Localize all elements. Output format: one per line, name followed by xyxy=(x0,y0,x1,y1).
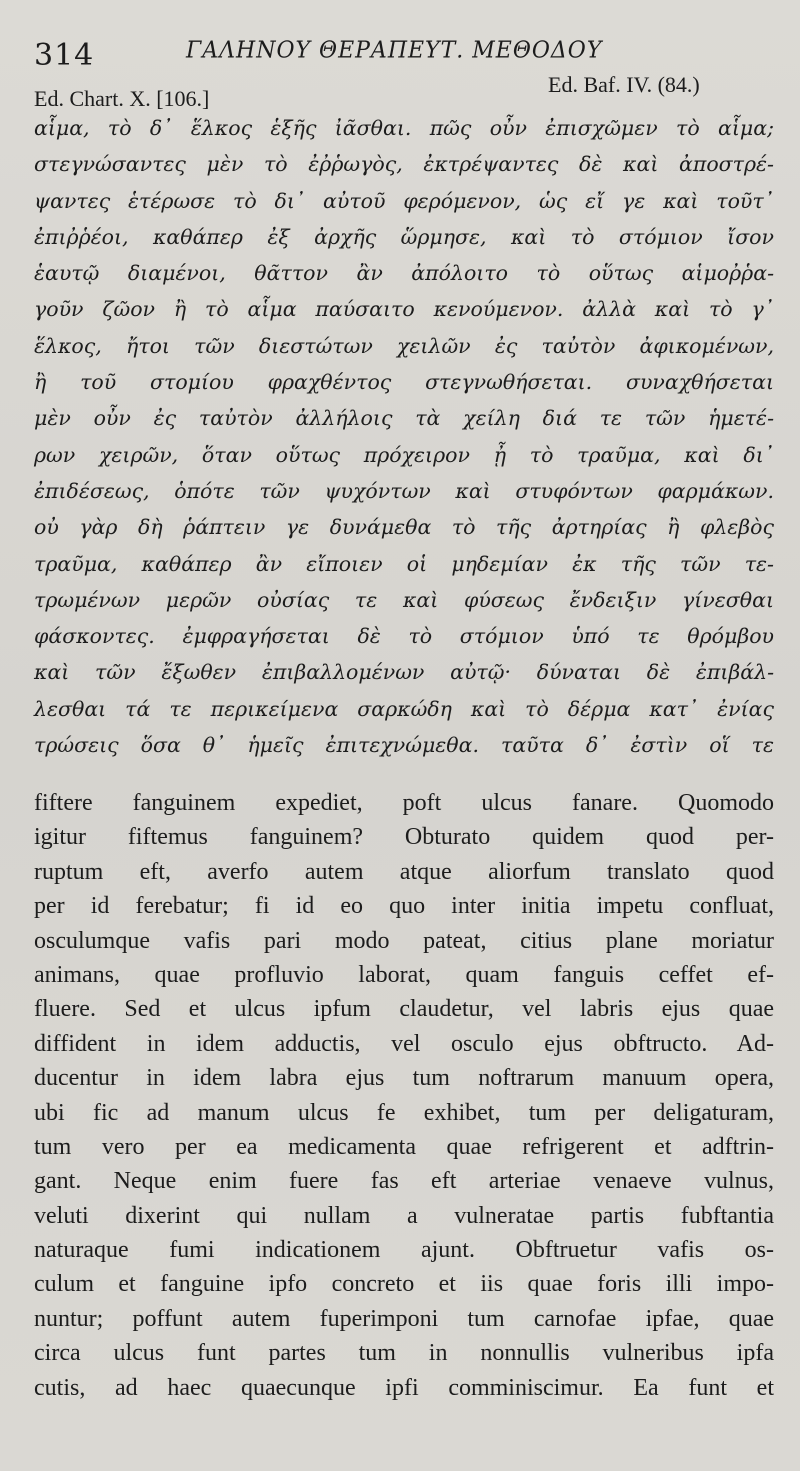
greek-text-line: ρων χειρῶν, ὅταν οὕτως πρόχειρον ᾖ τὸ τραῦμα, καὶ δι᾽ xyxy=(34,442,774,467)
latin-text-line: culum et fanguine ipfo concreto et iis quae foris illi impo- xyxy=(34,1271,774,1298)
latin-text-line: ubi fic ad manum ulcus fe exhibet, tum per deligaturam, xyxy=(34,1099,774,1126)
greek-text-line: στεγνώσαντες μὲν τὸ ἐῤῥωγὸς, ἐκτρέψαντες δὲ καὶ ἀποστρέ- xyxy=(34,152,774,177)
page-number: 314 xyxy=(34,38,95,73)
greek-text-line: τραῦμα, καθάπερ ἂν εἴποιεν οἱ μηδεμίαν ἐκ τῆς τῶν τε- xyxy=(34,551,774,576)
greek-text-line: μὲν οὖν ἐς ταὐτὸν ἀλλήλοις τὰ χείλη διά τε τῶν ἡμετέ- xyxy=(34,406,774,431)
latin-text-line: per id ferebatur; fi id eo quo inter initia impetu confluat, xyxy=(34,893,774,920)
greek-text-line: τρωμένων μερῶν οὐσίας τε καὶ φύσεως ἔνδειξιν γίνεσθαι xyxy=(34,587,774,612)
latin-text-line: igitur fiftemus fanguinem? Obturato quidem quod per- xyxy=(34,824,774,851)
greek-text-line: καὶ τῶν ἔξωθεν ἐπιβαλλομένων αὐτῷ· δύναται δὲ ἐπιβάλ- xyxy=(34,660,774,685)
latin-text-line: veluti dixerint qui nullam a vulneratae partis fubftantia xyxy=(34,1202,774,1229)
latin-text-line: nuntur; poffunt autem fuperimponi tum carnofae ipfae, quae xyxy=(34,1305,774,1332)
latin-text-line: naturaque fumi indicationem ajunt. Obftruetur vafis os- xyxy=(34,1237,774,1264)
greek-text-line: ἕλκος, ἤτοι τῶν διεστώτων χειλῶν ἐς ταὐτὸν ἀφικομένων, xyxy=(34,333,774,358)
greek-text-line: λεσθαι τά τε περικείμενα σαρκώδη καὶ τὸ δέρμα κατ᾽ ἐνίας xyxy=(34,696,774,721)
running-head: ΓΑΛΗΝΟΥ ΘΕΡΑΠΕΥΤ. ΜΕΘΟΔΟΥ xyxy=(186,37,603,64)
latin-text-line: cutis, ad haec quaecunque ipfi comminiscimur. Ea funt et xyxy=(34,1374,774,1401)
latin-text-line: circa ulcus funt partes tum in nonnullis vulneribus ipfa xyxy=(34,1340,774,1367)
latin-text-line: ducentur in idem labra ejus tum noftrarum manuum opera, xyxy=(34,1065,774,1092)
latin-text-line: fluere. Sed et ulcus ipfum claudetur, vel labris ejus quae xyxy=(34,996,774,1023)
greek-text-line: ἢ τοῦ στομίου φραχθέντος στεγνωθήσεται. συναχθήσεται xyxy=(34,370,774,395)
edition-reference-left: Ed. Chart. X. [106.] xyxy=(34,86,210,111)
latin-text-line: gant. Neque enim fuere fas eft arteriae venaeve vulnus, xyxy=(34,1168,774,1195)
latin-text-block xyxy=(34,786,774,1405)
greek-text-line: οὐ γὰρ δὴ ῥάπτειν γε δυνάμεθα τὸ τῆς ἀρτηρίας ἢ φλεβὸς xyxy=(34,515,774,540)
greek-text-line: φάσκοντες. ἐμφραγήσεται δὲ τὸ στόμιον ὑπό τε θρόμβου xyxy=(34,624,774,649)
latin-text-line: osculumque vafis pari modo pateat, citius plane moriatur xyxy=(34,927,774,954)
latin-text-line: animans, quae profluvio laborat, quam fanguis ceffet ef- xyxy=(34,961,774,988)
greek-text-line: ἐπιῤῥέοι, καθάπερ ἐξ ἀρχῆς ὥρμησε, καὶ τὸ στόμιον ἴσον xyxy=(34,224,774,249)
greek-text-line: ψαντες ἑτέρωσε τὸ δι᾽ αὐτοῦ φερόμενον, ὡς εἴ γε καὶ τοῦτ᾽ xyxy=(34,188,774,213)
greek-text-block xyxy=(34,110,774,763)
greek-text-line: ἐπιδέσεως, ὁπότε τῶν ψυχόντων καὶ στυφόντων φαρμάκων. xyxy=(34,478,774,503)
greek-text-line: αἷμα, τὸ δ᾽ ἕλκος ἑξῆς ἰᾶσθαι. πῶς οὖν ἐπισχῶμεν τὸ αἷμα; xyxy=(34,116,774,140)
greek-text-line: τρώσεις ὅσα θ᾽ ἡμεῖς ἐπιτεχνώμεθα. ταῦτα δ᾽ ἐστὶν οἵ τε xyxy=(34,733,774,758)
greek-text-line: ἑαυτῷ διαμένοι, θᾶττον ἂν ἀπόλοιτο τὸ οὕτως αἱμοῤῥα- xyxy=(34,261,774,286)
greek-text-line: γοῦν ζῶον ἢ τὸ αἷμα παύσαιτο κενούμενον. ἀλλὰ καὶ τὸ γ᾽ xyxy=(34,297,774,322)
latin-text-line: tum vero per ea medicamenta quae refrigerent et adftrin- xyxy=(34,1133,774,1160)
latin-text-line: diffident in idem adductis, vel osculo ejus obftructo. Ad- xyxy=(34,1030,774,1057)
latin-text-line: ruptum eft, averfo autem atque aliorfum translato quod xyxy=(34,858,774,885)
latin-text-line: fiftere fanguinem expediet, poft ulcus fanare. Quomodo xyxy=(34,790,774,816)
edition-reference-right: Ed. Baf. IV. (84.) xyxy=(548,72,700,97)
